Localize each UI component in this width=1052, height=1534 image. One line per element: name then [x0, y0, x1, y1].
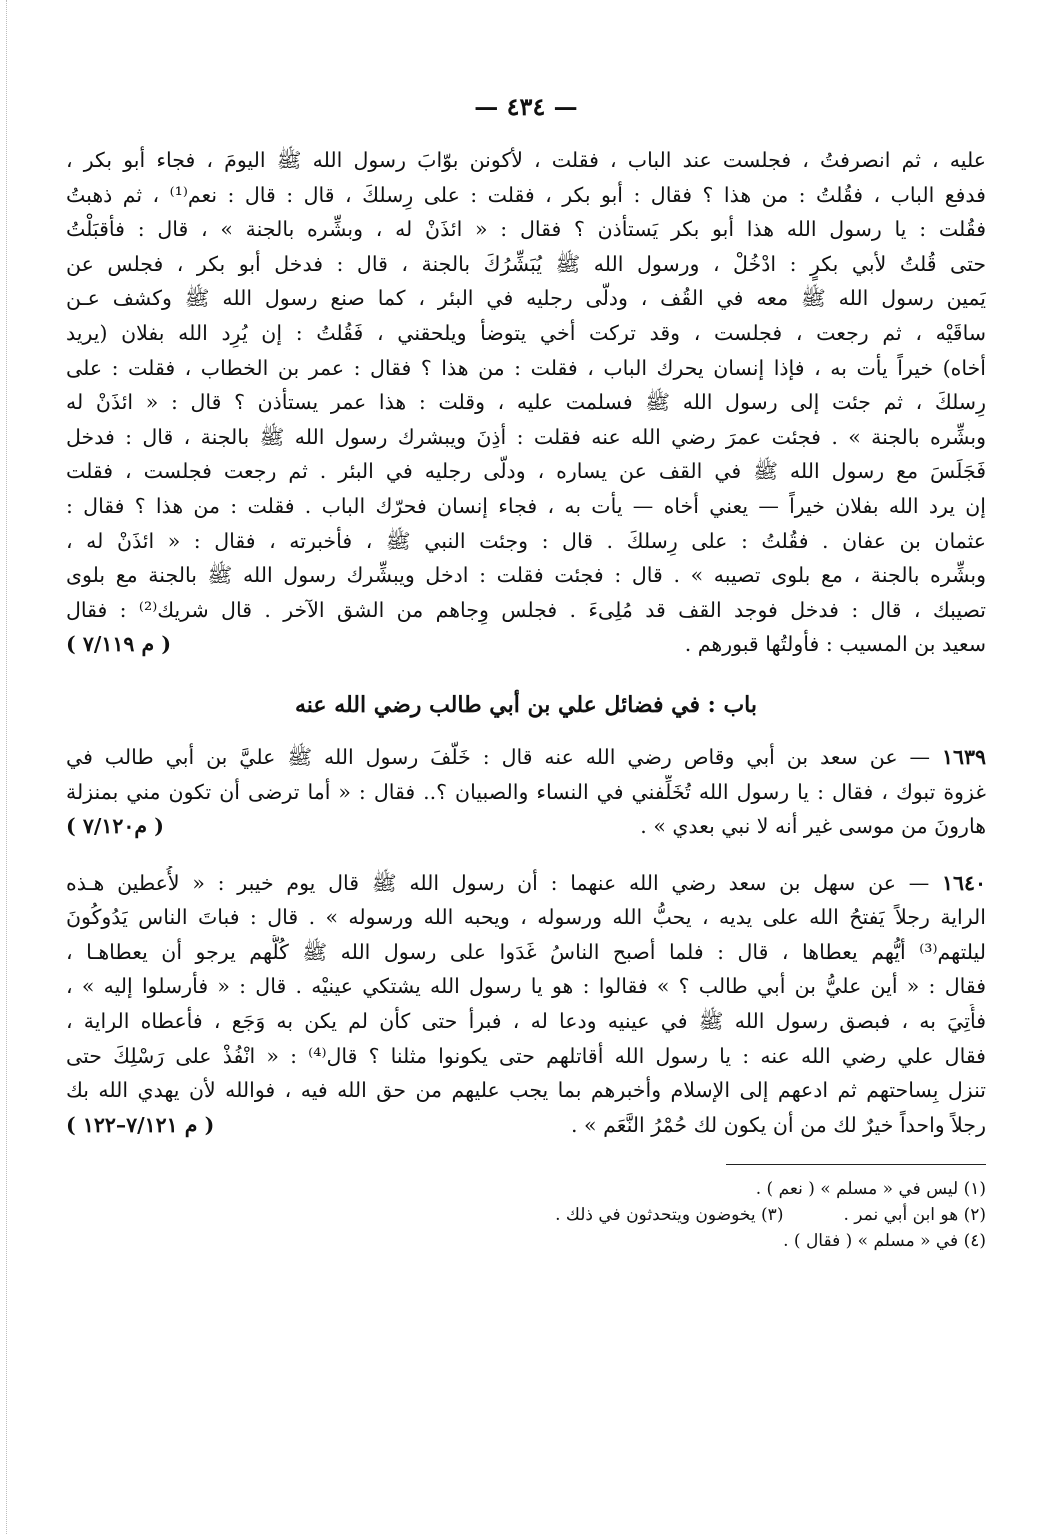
text-line: يَمين رسول الله ﷺ معه في القُف ، ودلّى رجليه في البئر ، كما صنع رسول الله ﷺ وكشف عـن	[66, 286, 986, 311]
text-line: فأُتِيَ به ، فبصق رسول الله ﷺ في عينيه ودعا له ، فبرأ حتى كأن لم يكن به وَجَع ، فأعطاه الراية ،	[66, 1009, 986, 1034]
footnote-4: (٤) في « مسلم » ( فقال ) .	[783, 1231, 986, 1252]
paragraph-continuation	[66, 143, 986, 662]
text-line: وبشِّره بالجنة ، مع بلوى تصيبه » . قال : فجئت فقلت : ادخل ويبشِّرك رسول الله ﷺ بالجنة مع بلوى	[66, 563, 986, 588]
hadith-1640	[66, 866, 986, 1143]
text-line	[66, 866, 986, 901]
text-line: فقال : « أين عليُّ بن أبي طالب ؟ » فقالوا : هو يا رسول الله يشتكي عينيْه . قال : « فأرسلوا إليه » ،	[66, 974, 986, 999]
text-line-last	[66, 809, 986, 844]
last-line-text: رجلاً واحداً خيرٌ لك من أن يكون لك حُمْرُ النَّعَم » .	[571, 1112, 986, 1137]
source-reference: ( م ٧/١٢١–١٢٢ )	[66, 1112, 215, 1137]
text-line: فَجَلَسَ مع رسول الله ﷺ في القف عن يساره ، ودلّى رجليه في البئر . ثم رجعت فجلست ، فقلت	[66, 459, 986, 484]
text-line: فدفع الباب ، فقُلتُ : من هذا ؟ فقال : أبو بكر ، فقلت : على رِسلكَ ، قال : قال : نعم⁽¹⁾ ، ثم ذهبتُ	[66, 182, 986, 207]
text-line: وبشِّره بالجنة » . فجئت عمرَ رضي الله عنه فقلت : أذِنَ ويبشرك رسول الله ﷺ بالجنة ، قال : فدخل	[66, 424, 986, 449]
text-line-last	[66, 627, 986, 662]
footnote-row	[66, 1202, 986, 1228]
text-line: فقال علي رضي الله عنه : يا رسول الله أقاتلهم حتى يكونوا مثلنا ؟ قال⁽⁴⁾ : « انْفُذْ على رَسْلِكَ حتى	[66, 1043, 986, 1068]
text-line: إن يرد الله بفلان خيراً — يعني أخاه — يأت به ، فجاء إنسان فحرّك الباب . فقلت : من هذا ؟ فقال :	[66, 493, 986, 518]
footnote-3: (٣) يخوضون ويتحدثون في ذلك .	[555, 1205, 784, 1226]
source-reference: ( م٧/١٢٠ )	[66, 814, 164, 839]
text-line: حتى قُلتُ لأبي بكرٍ : ادْخُلْ ، ورسول الله ﷺ يُبَشِّرُكَ بالجنة ، قال : فدخل أبو بكر ، فجلس عن	[66, 251, 986, 276]
page-edge-line	[6, 0, 7, 1534]
text-line: غزوة تبوك ، فقال : يا رسول الله تُخَلِّفني في النساء والصبيان ؟.. فقال : « أما ترضى أن تكون مني بمنزلة	[66, 779, 986, 804]
footnotes	[66, 1164, 986, 1254]
last-line-text: سعيد بن المسيب : فأولتُها قبورهم .	[684, 632, 986, 657]
source-reference: ( م ٧/١١٩ )	[66, 632, 172, 657]
text-line: أخاه) خيراً يأت به ، فإذا إنسان يحرك الباب ، فقلت : من هذا ؟ فقال : عمر بن الخطاب ، فقلت : على	[66, 355, 986, 380]
section-title: باب : في فضائل علي بن أبي طالب رضي الله عنه	[295, 691, 757, 718]
text-line-last	[66, 1108, 986, 1143]
text-line: تنزل بِساحتهم ثم ادعهم إلى الإسلام وأخبرهم بما يجب عليهم من حق الله فيه ، فوالله لأن يهدي الله بك	[66, 1078, 986, 1103]
text-line	[66, 740, 986, 775]
hadith-number: ١٦٤٠	[941, 870, 986, 895]
text-line: ليلتهم⁽³⁾ أيُّهم يعطاها ، قال : فلما أصبح الناسُ غَدَوا على رسول الله ﷺ كُلُّهم يرجو أن يعطاهـا ،	[66, 939, 986, 964]
text-line: ساقَيْه ، ثم رجعت ، فجلست ، وقد تركت أخي يتوضأ ويلحقني ، فَقُلتُ : إن يُرِد الله بفلان (يريد	[66, 320, 986, 345]
footnote-1: (١) ليس في « مسلم » ( نعم ) .	[755, 1179, 986, 1200]
text-line: تصيبك ، قال : فدخل فوجد القف قد مُلِىءَ . فجلس وِجاهم من الشق الآخر . قال شريك⁽²⁾ : فقال	[66, 597, 986, 622]
hadith-number: ١٦٣٩	[941, 744, 986, 769]
text-line: عليه ، ثم انصرفتُ ، فجلست عند الباب ، فقلت ، لأكونن بوّابَ رسول الله ﷺ اليومَ ، فجاء أبو بكر ،	[66, 148, 986, 172]
document-page	[66, 92, 986, 1254]
last-line-text: هارونَ من موسى غير أنه لا نبي بعدي » .	[640, 814, 986, 839]
page-number: — ٤٣٤ —	[474, 92, 578, 121]
text-line: عثمان بن عفان . فقُلتُ : على رِسلكَ . قال : وجئت النبي ﷺ ، فأخبرته ، فقال : « ائذَنْ له ،	[66, 528, 986, 553]
hadith-1639	[66, 740, 986, 844]
text-line: رِسلكَ ، ثم جئت إلى رسول الله ﷺ فسلمت عليه ، وقلت : هذا عمر يستأذن ؟ قال : « ائذَنْ له	[66, 390, 986, 415]
text-line: الراية رجلاً يَفتحُ الله على يديه ، يحبُّ الله ورسوله ، ويحبه الله ورسوله » . قال : فباتَ الناس يَدُوكُونَ	[66, 905, 986, 930]
footnote-divider	[726, 1164, 986, 1165]
text-line: فقُلت : يا رسول الله هذا أبو بكر يَستأذن ؟ فقال : « ائذَنْ له ، وبشِّره بالجنة » ، قال : فأقبَلْتُ	[66, 217, 986, 242]
text-line-content: — عن سعد بن أبي وقاص رضي الله عنه قال : خَلّفَ رسول الله ﷺ عليَّ بن أبي طالب في	[66, 744, 931, 769]
footnote-2: (٢) هو ابن أبي نمر .	[843, 1205, 986, 1226]
text-line-content: — عن سهل بن سعد رضي الله عنهما : أن رسول الله ﷺ قال يوم خيبر : « لأُعطين هـذه	[66, 870, 930, 895]
